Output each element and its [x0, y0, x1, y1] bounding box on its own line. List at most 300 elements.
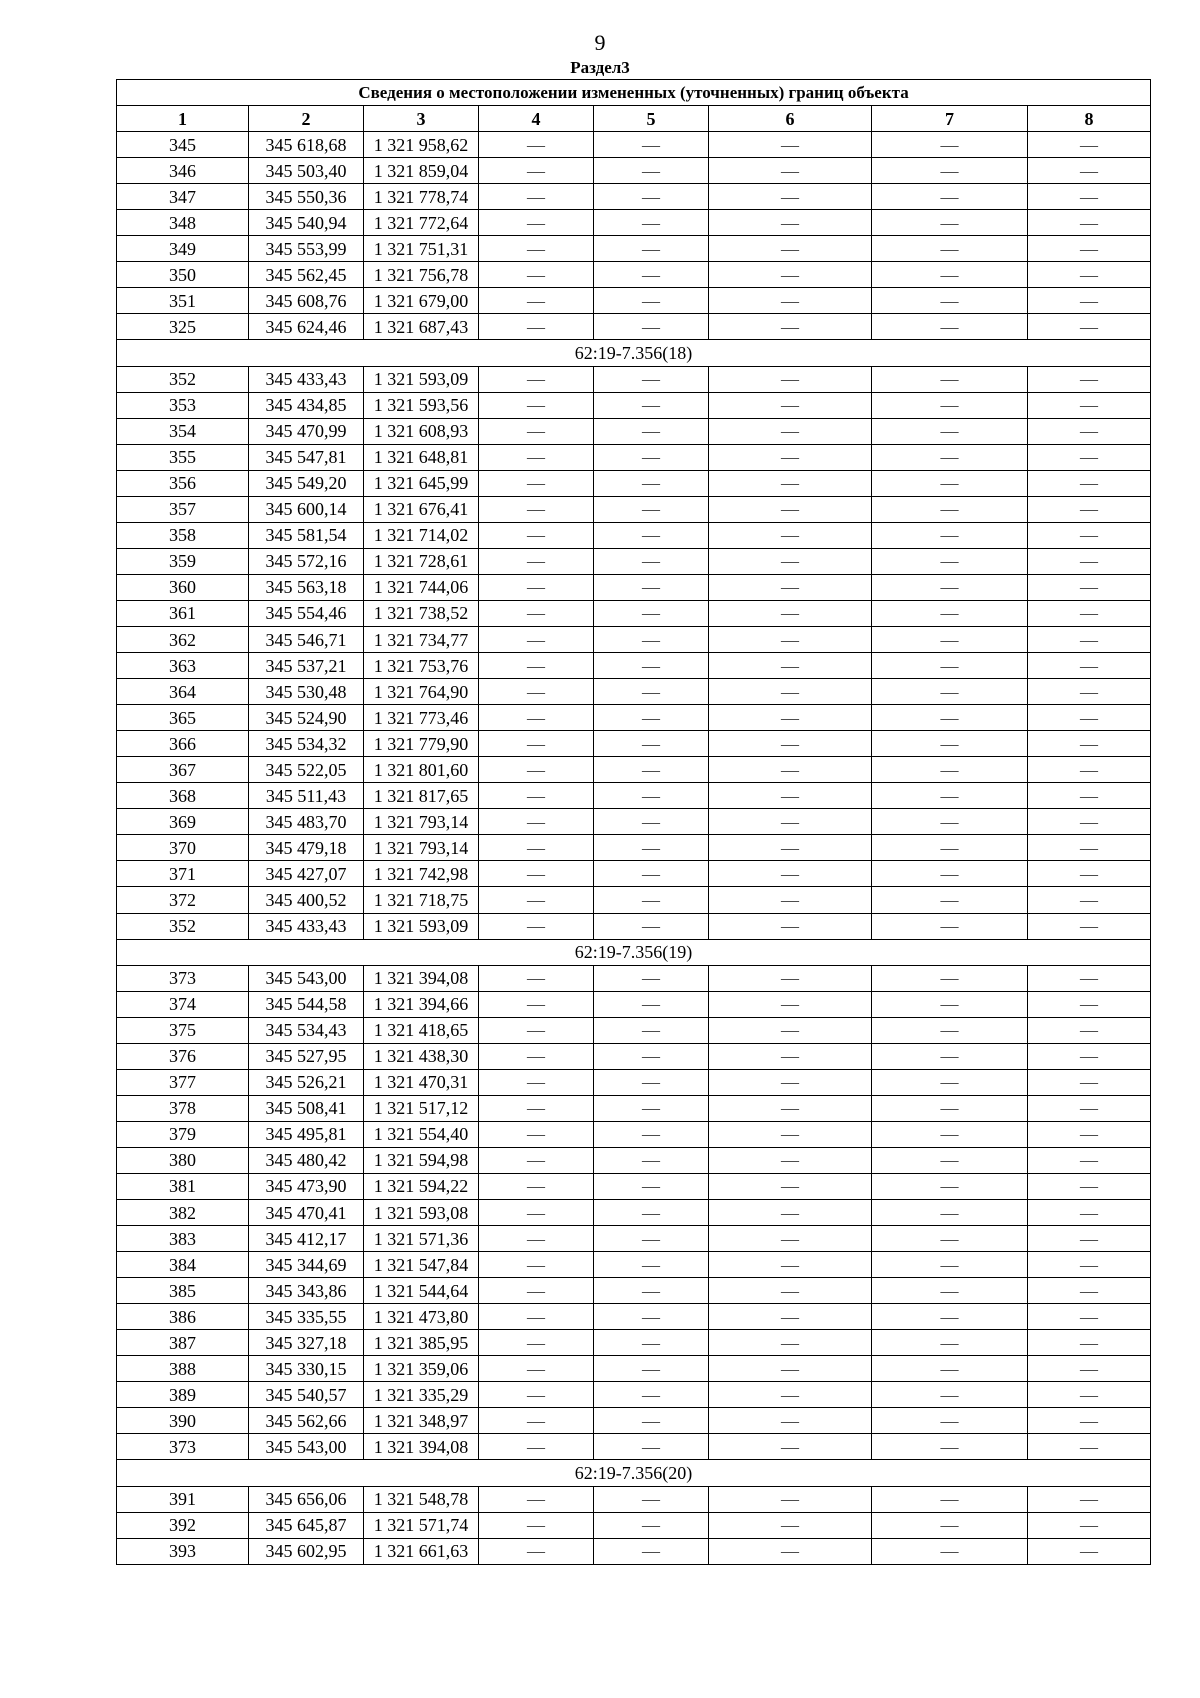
empty-value-dash: —: [709, 314, 872, 340]
empty-value-dash: —: [872, 444, 1028, 470]
empty-value-dash: —: [709, 1147, 872, 1173]
empty-value-dash: —: [594, 574, 709, 600]
coordinate-x: 345 527,95: [249, 1043, 364, 1069]
point-number: 384: [117, 1252, 249, 1278]
column-header: 1: [117, 106, 249, 132]
point-number: 353: [117, 392, 249, 418]
coordinate-x: 345 433,43: [249, 366, 364, 392]
empty-value-dash: —: [872, 236, 1028, 262]
empty-value-dash: —: [1028, 444, 1151, 470]
empty-value-dash: —: [594, 496, 709, 522]
coordinate-x: 345 508,41: [249, 1095, 364, 1121]
empty-value-dash: —: [872, 1226, 1028, 1252]
table-row: [117, 705, 1151, 731]
coordinate-y: 1 321 645,99: [364, 470, 479, 496]
empty-value-dash: —: [594, 366, 709, 392]
point-number: 366: [117, 731, 249, 757]
empty-value-dash: —: [872, 887, 1028, 913]
coordinate-y: 1 321 594,98: [364, 1147, 479, 1173]
empty-value-dash: —: [594, 1200, 709, 1226]
coordinate-y: 1 321 594,22: [364, 1173, 479, 1199]
empty-value-dash: —: [872, 1252, 1028, 1278]
empty-value-dash: —: [1028, 470, 1151, 496]
column-header-row: [117, 106, 1151, 132]
coordinate-x: 345 540,94: [249, 210, 364, 236]
column-header: 2: [249, 106, 364, 132]
empty-value-dash: —: [1028, 1252, 1151, 1278]
empty-value-dash: —: [709, 1512, 872, 1538]
empty-value-dash: —: [1028, 783, 1151, 809]
empty-value-dash: —: [872, 392, 1028, 418]
empty-value-dash: —: [872, 626, 1028, 652]
coordinate-y: 1 321 348,97: [364, 1408, 479, 1434]
empty-value-dash: —: [479, 288, 594, 314]
point-number: 372: [117, 887, 249, 913]
empty-value-dash: —: [479, 158, 594, 184]
empty-value-dash: —: [479, 1226, 594, 1252]
empty-value-dash: —: [709, 887, 872, 913]
coordinate-x: 345 344,69: [249, 1252, 364, 1278]
empty-value-dash: —: [1028, 1538, 1151, 1564]
empty-value-dash: —: [709, 496, 872, 522]
empty-value-dash: —: [872, 861, 1028, 887]
empty-value-dash: —: [1028, 132, 1151, 158]
empty-value-dash: —: [479, 1408, 594, 1434]
empty-value-dash: —: [594, 392, 709, 418]
point-number: 356: [117, 470, 249, 496]
point-number: 360: [117, 574, 249, 600]
empty-value-dash: —: [479, 731, 594, 757]
empty-value-dash: —: [1028, 418, 1151, 444]
coordinate-x: 345 602,95: [249, 1538, 364, 1564]
empty-value-dash: —: [1028, 158, 1151, 184]
empty-value-dash: —: [479, 1043, 594, 1069]
empty-value-dash: —: [1028, 1512, 1151, 1538]
point-number: 390: [117, 1408, 249, 1434]
coordinate-x: 345 480,42: [249, 1147, 364, 1173]
table-row: [117, 1095, 1151, 1121]
coordinate-y: 1 321 744,06: [364, 574, 479, 600]
empty-value-dash: —: [1028, 887, 1151, 913]
empty-value-dash: —: [594, 1486, 709, 1512]
coordinate-x: 345 534,43: [249, 1017, 364, 1043]
empty-value-dash: —: [709, 470, 872, 496]
empty-value-dash: —: [709, 1408, 872, 1434]
table-row: [117, 757, 1151, 783]
empty-value-dash: —: [709, 705, 872, 731]
point-number: 346: [117, 158, 249, 184]
empty-value-dash: —: [594, 600, 709, 626]
coordinate-y: 1 321 687,43: [364, 314, 479, 340]
coordinate-y: 1 321 473,80: [364, 1304, 479, 1330]
coordinate-y: 1 321 753,76: [364, 653, 479, 679]
empty-value-dash: —: [872, 1304, 1028, 1330]
empty-value-dash: —: [479, 783, 594, 809]
table-row: [117, 653, 1151, 679]
coordinate-y: 1 321 793,14: [364, 809, 479, 835]
empty-value-dash: —: [594, 470, 709, 496]
empty-value-dash: —: [479, 1069, 594, 1095]
point-number: 376: [117, 1043, 249, 1069]
empty-value-dash: —: [479, 626, 594, 652]
empty-value-dash: —: [594, 913, 709, 939]
empty-value-dash: —: [872, 522, 1028, 548]
empty-value-dash: —: [479, 444, 594, 470]
table-row: [117, 1330, 1151, 1356]
coordinate-x: 345 546,71: [249, 626, 364, 652]
table-row: [117, 809, 1151, 835]
empty-value-dash: —: [872, 1173, 1028, 1199]
group-row: [117, 1460, 1151, 1486]
coordinate-y: 1 321 648,81: [364, 444, 479, 470]
point-number: 369: [117, 809, 249, 835]
coordinate-x: 345 434,85: [249, 392, 364, 418]
empty-value-dash: —: [594, 1278, 709, 1304]
point-number: 350: [117, 262, 249, 288]
empty-value-dash: —: [479, 600, 594, 626]
empty-value-dash: —: [1028, 1304, 1151, 1330]
empty-value-dash: —: [709, 392, 872, 418]
coordinate-y: 1 321 742,98: [364, 861, 479, 887]
empty-value-dash: —: [479, 1173, 594, 1199]
empty-value-dash: —: [1028, 1486, 1151, 1512]
point-number: 373: [117, 1434, 249, 1460]
empty-value-dash: —: [479, 236, 594, 262]
point-number: 382: [117, 1200, 249, 1226]
coordinate-y: 1 321 547,84: [364, 1252, 479, 1278]
empty-value-dash: —: [1028, 757, 1151, 783]
table-row: [117, 1017, 1151, 1043]
empty-value-dash: —: [709, 210, 872, 236]
empty-value-dash: —: [479, 705, 594, 731]
empty-value-dash: —: [594, 132, 709, 158]
group-label: 62:19-7.356(19): [117, 939, 1151, 965]
coordinate-y: 1 321 778,74: [364, 184, 479, 210]
table-row: [117, 626, 1151, 652]
table-row: [117, 574, 1151, 600]
coordinate-x: 345 412,17: [249, 1226, 364, 1252]
table-row: [117, 1200, 1151, 1226]
empty-value-dash: —: [872, 184, 1028, 210]
empty-value-dash: —: [709, 418, 872, 444]
point-number: 347: [117, 184, 249, 210]
empty-value-dash: —: [872, 913, 1028, 939]
coordinate-y: 1 321 571,74: [364, 1512, 479, 1538]
empty-value-dash: —: [1028, 210, 1151, 236]
table-row: [117, 418, 1151, 444]
empty-value-dash: —: [594, 783, 709, 809]
table-row: [117, 158, 1151, 184]
table-row: [117, 392, 1151, 418]
empty-value-dash: —: [872, 496, 1028, 522]
empty-value-dash: —: [709, 1434, 872, 1460]
empty-value-dash: —: [479, 522, 594, 548]
coordinate-x: 345 526,21: [249, 1069, 364, 1095]
column-header: 6: [709, 106, 872, 132]
empty-value-dash: —: [594, 158, 709, 184]
empty-value-dash: —: [594, 1330, 709, 1356]
point-number: 378: [117, 1095, 249, 1121]
empty-value-dash: —: [872, 418, 1028, 444]
table-row: [117, 1147, 1151, 1173]
column-header: 7: [872, 106, 1028, 132]
table-row: [117, 184, 1151, 210]
empty-value-dash: —: [872, 1200, 1028, 1226]
table-row: [117, 236, 1151, 262]
empty-value-dash: —: [1028, 184, 1151, 210]
coordinate-y: 1 321 359,06: [364, 1356, 479, 1382]
table-row: [117, 679, 1151, 705]
empty-value-dash: —: [872, 1356, 1028, 1382]
coordinate-x: 345 624,46: [249, 314, 364, 340]
empty-value-dash: —: [872, 1382, 1028, 1408]
point-number: 357: [117, 496, 249, 522]
table-row: [117, 210, 1151, 236]
empty-value-dash: —: [709, 1043, 872, 1069]
coordinate-x: 345 343,86: [249, 1278, 364, 1304]
empty-value-dash: —: [709, 861, 872, 887]
column-header: 3: [364, 106, 479, 132]
coordinate-y: 1 321 335,29: [364, 1382, 479, 1408]
column-header: 5: [594, 106, 709, 132]
empty-value-dash: —: [479, 496, 594, 522]
empty-value-dash: —: [709, 1382, 872, 1408]
empty-value-dash: —: [709, 626, 872, 652]
coordinate-x: 345 572,16: [249, 548, 364, 574]
coordinate-y: 1 321 548,78: [364, 1486, 479, 1512]
empty-value-dash: —: [479, 1095, 594, 1121]
coordinate-x: 345 495,81: [249, 1121, 364, 1147]
empty-value-dash: —: [709, 783, 872, 809]
empty-value-dash: —: [872, 965, 1028, 991]
point-number: 349: [117, 236, 249, 262]
coordinate-y: 1 321 571,36: [364, 1226, 479, 1252]
empty-value-dash: —: [709, 1304, 872, 1330]
empty-value-dash: —: [872, 314, 1028, 340]
point-number: 391: [117, 1486, 249, 1512]
point-number: 393: [117, 1538, 249, 1564]
coordinate-x: 345 543,00: [249, 965, 364, 991]
empty-value-dash: —: [709, 132, 872, 158]
empty-value-dash: —: [479, 1434, 594, 1460]
coordinate-y: 1 321 728,61: [364, 548, 479, 574]
coordinate-y: 1 321 593,09: [364, 366, 479, 392]
empty-value-dash: —: [872, 1486, 1028, 1512]
empty-value-dash: —: [872, 1121, 1028, 1147]
point-number: 345: [117, 132, 249, 158]
table-body: [117, 132, 1151, 1565]
coordinate-x: 345 327,18: [249, 1330, 364, 1356]
coordinate-x: 345 524,90: [249, 705, 364, 731]
empty-value-dash: —: [1028, 809, 1151, 835]
point-number: 392: [117, 1512, 249, 1538]
point-number: 352: [117, 913, 249, 939]
table-row: [117, 600, 1151, 626]
empty-value-dash: —: [872, 210, 1028, 236]
empty-value-dash: —: [1028, 522, 1151, 548]
coordinate-y: 1 321 394,08: [364, 1434, 479, 1460]
coordinate-y: 1 321 661,63: [364, 1538, 479, 1564]
point-number: 377: [117, 1069, 249, 1095]
table-row: [117, 1121, 1151, 1147]
empty-value-dash: —: [872, 470, 1028, 496]
empty-value-dash: —: [709, 731, 872, 757]
coordinate-y: 1 321 718,75: [364, 887, 479, 913]
point-number: 368: [117, 783, 249, 809]
empty-value-dash: —: [479, 132, 594, 158]
coordinate-x: 345 540,57: [249, 1382, 364, 1408]
coordinate-x: 345 550,36: [249, 184, 364, 210]
empty-value-dash: —: [594, 1434, 709, 1460]
coordinates-table: [116, 79, 1151, 1565]
empty-value-dash: —: [479, 1200, 594, 1226]
empty-value-dash: —: [1028, 705, 1151, 731]
empty-value-dash: —: [872, 1434, 1028, 1460]
coordinate-y: 1 321 738,52: [364, 600, 479, 626]
table-row: [117, 1356, 1151, 1382]
empty-value-dash: —: [709, 1252, 872, 1278]
coordinate-x: 345 549,20: [249, 470, 364, 496]
coordinate-y: 1 321 544,64: [364, 1278, 479, 1304]
group-row: [117, 340, 1151, 366]
coordinate-y: 1 321 608,93: [364, 418, 479, 444]
empty-value-dash: —: [479, 392, 594, 418]
coordinate-y: 1 321 438,30: [364, 1043, 479, 1069]
empty-value-dash: —: [594, 679, 709, 705]
coordinate-y: 1 321 751,31: [364, 236, 479, 262]
empty-value-dash: —: [709, 1538, 872, 1564]
empty-value-dash: —: [594, 1356, 709, 1382]
table-row: [117, 1512, 1151, 1538]
point-number: 379: [117, 1121, 249, 1147]
empty-value-dash: —: [1028, 1408, 1151, 1434]
empty-value-dash: —: [594, 1382, 709, 1408]
empty-value-dash: —: [709, 444, 872, 470]
empty-value-dash: —: [594, 548, 709, 574]
empty-value-dash: —: [594, 1095, 709, 1121]
empty-value-dash: —: [1028, 1330, 1151, 1356]
empty-value-dash: —: [1028, 548, 1151, 574]
empty-value-dash: —: [1028, 600, 1151, 626]
coordinate-x: 345 483,70: [249, 809, 364, 835]
empty-value-dash: —: [1028, 392, 1151, 418]
coordinate-y: 1 321 756,78: [364, 262, 479, 288]
empty-value-dash: —: [479, 1017, 594, 1043]
table-row: [117, 366, 1151, 392]
coordinate-x: 345 400,52: [249, 887, 364, 913]
table-row: [117, 1538, 1151, 1564]
empty-value-dash: —: [709, 184, 872, 210]
coordinate-y: 1 321 394,66: [364, 991, 479, 1017]
table-row: [117, 470, 1151, 496]
empty-value-dash: —: [479, 1356, 594, 1382]
table-row: [117, 132, 1151, 158]
table-row: [117, 548, 1151, 574]
point-number: 370: [117, 835, 249, 861]
coordinate-x: 345 433,43: [249, 913, 364, 939]
empty-value-dash: —: [594, 809, 709, 835]
empty-value-dash: —: [709, 991, 872, 1017]
coordinate-y: 1 321 679,00: [364, 288, 479, 314]
coordinate-y: 1 321 394,08: [364, 965, 479, 991]
empty-value-dash: —: [594, 314, 709, 340]
table-row: [117, 1069, 1151, 1095]
empty-value-dash: —: [1028, 1017, 1151, 1043]
empty-value-dash: —: [594, 444, 709, 470]
coordinate-x: 345 470,41: [249, 1200, 364, 1226]
empty-value-dash: —: [594, 965, 709, 991]
empty-value-dash: —: [709, 1173, 872, 1199]
empty-value-dash: —: [872, 809, 1028, 835]
empty-value-dash: —: [479, 913, 594, 939]
empty-value-dash: —: [709, 1069, 872, 1095]
coordinate-y: 1 321 773,46: [364, 705, 479, 731]
empty-value-dash: —: [594, 1538, 709, 1564]
point-number: 365: [117, 705, 249, 731]
empty-value-dash: —: [1028, 314, 1151, 340]
empty-value-dash: —: [709, 965, 872, 991]
empty-value-dash: —: [479, 757, 594, 783]
table-row: [117, 1252, 1151, 1278]
point-number: 359: [117, 548, 249, 574]
empty-value-dash: —: [872, 132, 1028, 158]
coordinate-x: 345 473,90: [249, 1173, 364, 1199]
empty-value-dash: —: [479, 184, 594, 210]
empty-value-dash: —: [594, 731, 709, 757]
coordinate-x: 345 330,15: [249, 1356, 364, 1382]
empty-value-dash: —: [479, 418, 594, 444]
empty-value-dash: —: [872, 158, 1028, 184]
empty-value-dash: —: [479, 1486, 594, 1512]
empty-value-dash: —: [594, 626, 709, 652]
empty-value-dash: —: [709, 1121, 872, 1147]
coordinate-y: 1 321 772,64: [364, 210, 479, 236]
table-row: [117, 965, 1151, 991]
empty-value-dash: —: [709, 1278, 872, 1304]
empty-value-dash: —: [709, 236, 872, 262]
coordinate-y: 1 321 734,77: [364, 626, 479, 652]
point-number: 386: [117, 1304, 249, 1330]
point-number: 351: [117, 288, 249, 314]
coordinate-y: 1 321 517,12: [364, 1095, 479, 1121]
empty-value-dash: —: [709, 288, 872, 314]
coordinate-y: 1 321 764,90: [364, 679, 479, 705]
empty-value-dash: —: [709, 835, 872, 861]
empty-value-dash: —: [479, 809, 594, 835]
point-number: 373: [117, 965, 249, 991]
empty-value-dash: —: [1028, 574, 1151, 600]
table-row: [117, 991, 1151, 1017]
empty-value-dash: —: [1028, 1200, 1151, 1226]
empty-value-dash: —: [594, 1408, 709, 1434]
empty-value-dash: —: [594, 1304, 709, 1330]
point-number: 362: [117, 626, 249, 652]
coordinate-y: 1 321 714,02: [364, 522, 479, 548]
coordinate-x: 345 618,68: [249, 132, 364, 158]
coordinate-y: 1 321 859,04: [364, 158, 479, 184]
empty-value-dash: —: [1028, 366, 1151, 392]
empty-value-dash: —: [479, 1252, 594, 1278]
empty-value-dash: —: [594, 1069, 709, 1095]
table-row: [117, 1408, 1151, 1434]
empty-value-dash: —: [709, 262, 872, 288]
empty-value-dash: —: [1028, 1434, 1151, 1460]
coordinate-x: 345 645,87: [249, 1512, 364, 1538]
coordinate-x: 345 511,43: [249, 783, 364, 809]
empty-value-dash: —: [479, 965, 594, 991]
coordinate-y: 1 321 593,09: [364, 913, 479, 939]
empty-value-dash: —: [1028, 835, 1151, 861]
